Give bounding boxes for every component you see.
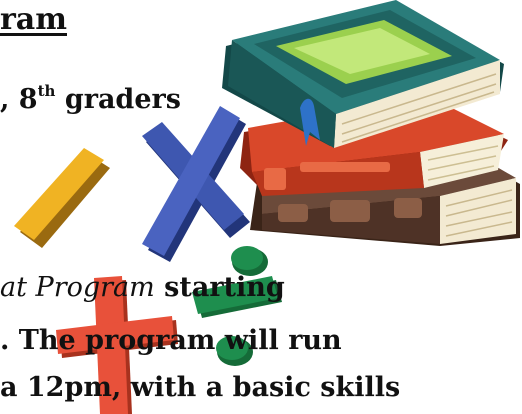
grades-prefix: , 8 (0, 84, 38, 115)
page-title: ram (0, 2, 67, 37)
body-line-1-rest: starting (154, 272, 285, 303)
body-line-3: a 12pm, with a basic skills (0, 372, 401, 403)
grades-suffix: graders (55, 84, 181, 115)
grades-ordinal-suffix: th (37, 82, 56, 100)
program-name-italic: at Program (0, 272, 155, 303)
body-line-2: . The program will run (0, 325, 342, 356)
